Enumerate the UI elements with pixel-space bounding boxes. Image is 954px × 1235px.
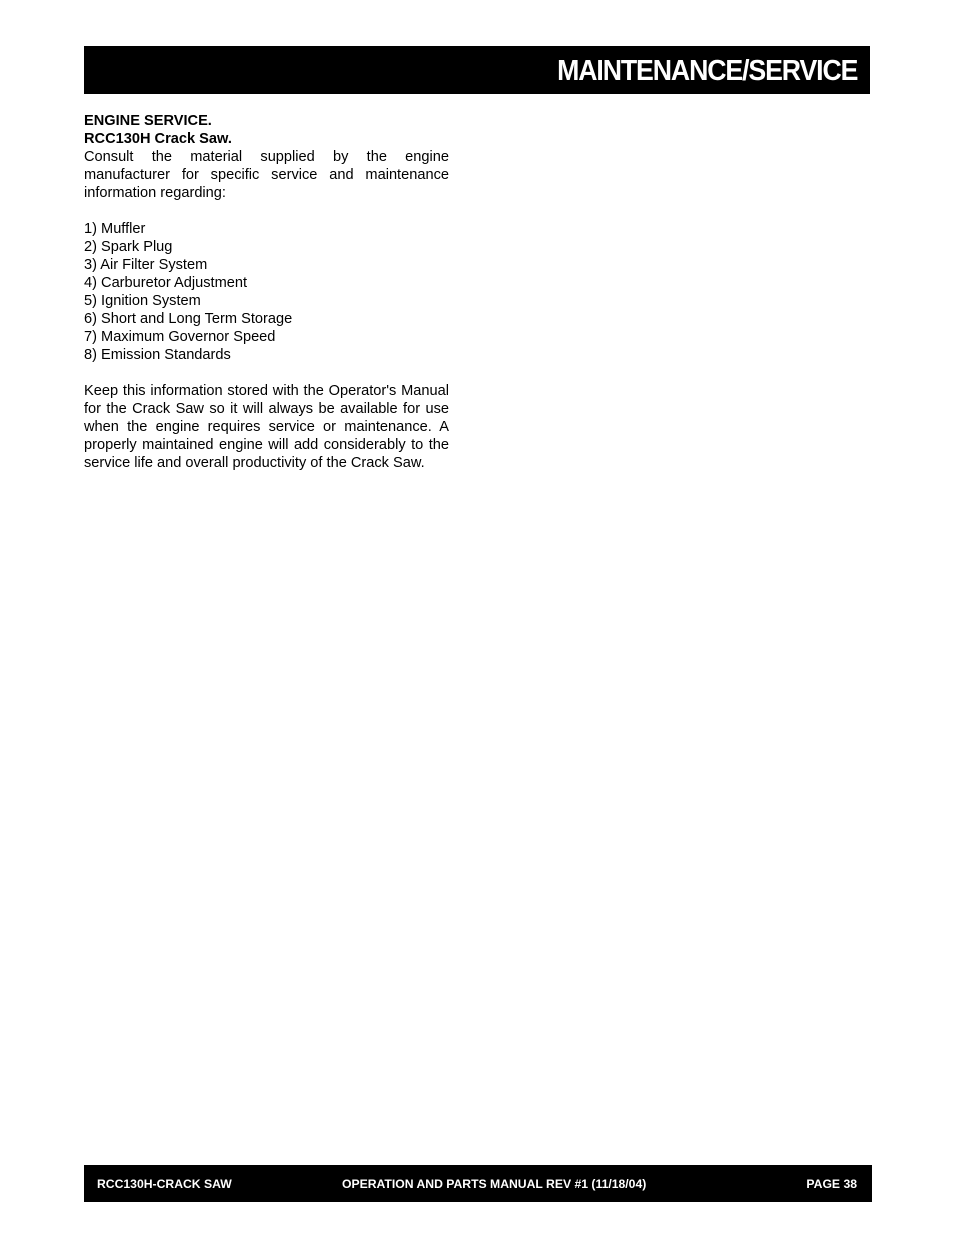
- list-item: 3) Air Filter System: [84, 257, 208, 273]
- page-title: MAINTENANCE/SERVICE: [556, 55, 857, 87]
- paragraph-spacer: [84, 202, 449, 220]
- list-item: 6) Short and Long Term Storage: [84, 311, 293, 327]
- engine-service-section: [84, 112, 449, 472]
- list-item: 7) Maximum Governor Speed: [84, 329, 276, 345]
- list-item: 1) Muffler: [84, 221, 146, 237]
- footer-bar: [84, 1165, 872, 1202]
- list-item: 2) Spark Plug: [84, 239, 173, 255]
- service-topics-list: [84, 220, 449, 364]
- section-heading: ENGINE SERVICE.: [84, 113, 212, 129]
- header-bar: [84, 46, 870, 94]
- footer-manual-title: OPERATION AND PARTS MANUAL REV #1 (11/18/04): [342, 1177, 647, 1191]
- footer-page-number: PAGE 38: [806, 1177, 857, 1191]
- footer-model: RCC130H-CRACK SAW: [97, 1177, 232, 1191]
- list-item: 8) Emission Standards: [84, 347, 231, 363]
- list-item: 5) Ignition System: [84, 293, 201, 309]
- paragraph-spacer: [84, 364, 449, 382]
- section-subheading: RCC130H Crack Saw.: [84, 131, 232, 147]
- closing-paragraph: Keep this information stored with the Operator's Manual for the Crack Saw so it will always be available for use when the engine requires service or maintenance. A properly maintained engine will add considerably to the service life and overall productivity of the Crack Saw.: [84, 383, 449, 471]
- list-item: 4) Carburetor Adjustment: [84, 275, 248, 291]
- intro-paragraph: Consult the material supplied by the engine manufacturer for specific service and maintenance information regarding:: [84, 149, 449, 201]
